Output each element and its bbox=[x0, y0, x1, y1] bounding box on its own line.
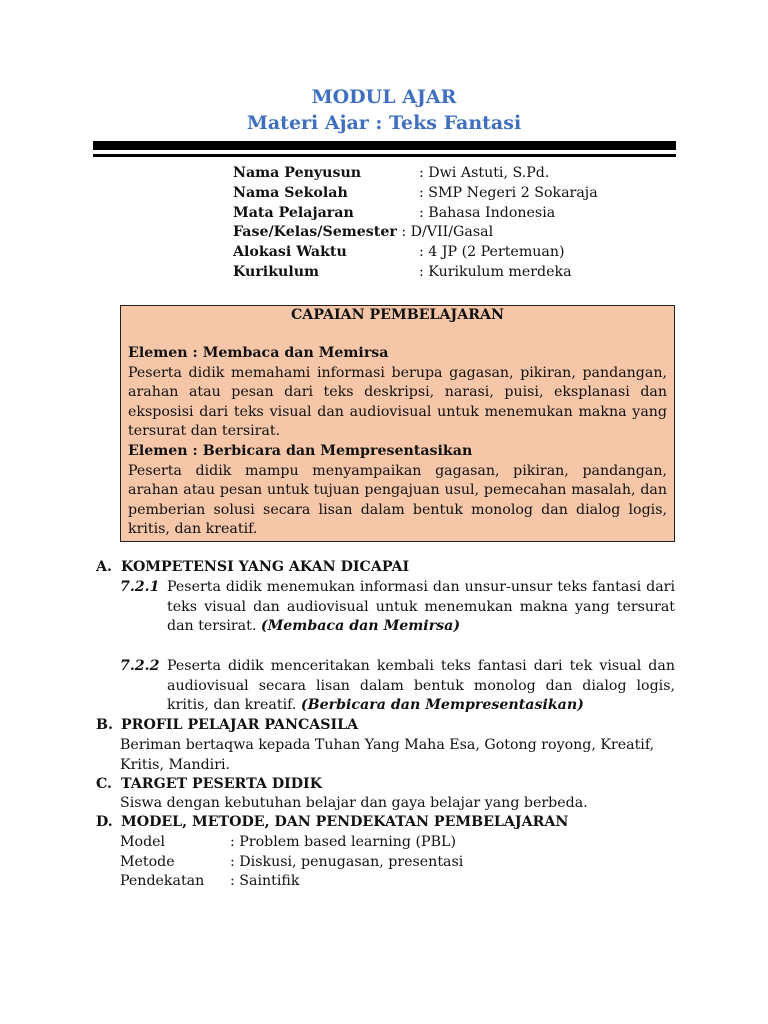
section-letter: B. bbox=[96, 717, 113, 733]
element1-text: Peserta didik memahami informasi berupa gagasan, pikiran, pandangan, arahan atau pesan dari teks deskripsi, narasi, puisi, eksplanasi dan eksposisi dari teks visual dan audiovisual untuk menemukan makna yang tersurat dan tersirat. bbox=[128, 364, 667, 440]
section-title: PROFIL PELAJAR PANCASILA bbox=[121, 717, 359, 733]
method-value: : Diskusi, penugasan, presentasi bbox=[230, 853, 464, 870]
competency-text: Peserta didik menemukan informasi dan unsur-unsur teks fantasi dari teks visual dan audiovisual untuk menemukan makna yang tersurat dan tersirat. bbox=[167, 579, 675, 635]
identity-value: : 4 JP (2 Pertemuan) bbox=[419, 244, 565, 261]
method-key: Pendekatan bbox=[120, 873, 205, 890]
header-rule-thick bbox=[93, 141, 676, 150]
capaian-heading: CAPAIAN PEMBELAJARAN bbox=[291, 307, 504, 323]
identity-label: Mata Pelajaran bbox=[233, 204, 354, 221]
method-row bbox=[120, 833, 463, 853]
identity-row bbox=[233, 243, 598, 263]
identity-value: : D/VII/Gasal bbox=[396, 224, 494, 241]
competency-text-block bbox=[167, 657, 675, 716]
identity-row bbox=[233, 164, 598, 184]
section-b-heading bbox=[96, 716, 358, 736]
competency-number: 7.2.1 bbox=[120, 579, 160, 595]
section-c-text: Siswa dengan kebutuhan belajar dan gaya belajar yang berbeda. bbox=[120, 795, 588, 811]
method-key: Model bbox=[120, 834, 166, 850]
identity-row bbox=[233, 263, 598, 283]
competency-emphasis: (Berbicara dan Mempresentasikan) bbox=[300, 697, 584, 714]
header-rule-thin bbox=[93, 154, 676, 157]
identity-value: : SMP Negeri 2 Sokaraja bbox=[419, 184, 598, 201]
section-b-text: Beriman bertaqwa kepada Tuhan Yang Maha Esa, Gotong royong, Kreatif, Kritis, Mandiri. bbox=[120, 737, 655, 773]
identity-label: Nama Penyusun bbox=[233, 165, 362, 181]
section-letter: D. bbox=[96, 814, 113, 830]
section-c-heading bbox=[96, 775, 322, 795]
identity-row bbox=[233, 223, 598, 243]
identity-row bbox=[233, 204, 598, 224]
competency-text: Peserta didik menceritakan kembali teks fantasi dari tek visual dan audiovisual secara lisan dalam bentuk monolog dan dialog logis, kritis, dan kreatif. bbox=[167, 658, 675, 714]
identity-label: Fase/Kelas/Semester bbox=[233, 224, 397, 241]
competency-item bbox=[120, 657, 675, 716]
section-d-heading bbox=[96, 813, 568, 833]
element2-title: Elemen : Berbicara dan Mempresentasikan bbox=[128, 442, 473, 459]
section-letter: A. bbox=[96, 559, 112, 575]
capaian-pembelajaran-box bbox=[120, 305, 675, 542]
identity-value: : Dwi Astuti, S.Pd. bbox=[419, 165, 550, 181]
method-table bbox=[120, 833, 463, 892]
identity-label: Kurikulum bbox=[233, 263, 320, 280]
identity-value: : Kurikulum merdeka bbox=[419, 263, 572, 280]
competency-emphasis: (Membaca dan Memirsa) bbox=[260, 618, 461, 635]
section-title: TARGET PESERTA DIDIK bbox=[121, 776, 323, 792]
document-subtitle: Materi Ajar : Teks Fantasi bbox=[246, 112, 522, 134]
section-title: MODEL, METODE, DAN PENDEKATAN PEMBELAJARAN bbox=[121, 814, 569, 830]
identity-label: Nama Sekolah bbox=[233, 184, 348, 201]
method-value: : Problem based learning (PBL) bbox=[230, 834, 456, 850]
section-a-heading bbox=[96, 558, 409, 578]
identity-value: : Bahasa Indonesia bbox=[419, 204, 556, 221]
identity-label: Alokasi Waktu bbox=[233, 244, 347, 261]
method-value: : Saintifik bbox=[230, 873, 300, 890]
method-row bbox=[120, 872, 463, 892]
element1-title: Elemen : Membaca dan Memirsa bbox=[128, 345, 389, 361]
section-letter: C. bbox=[96, 776, 112, 792]
competency-text-block bbox=[167, 578, 675, 637]
document-title: MODUL AJAR bbox=[311, 86, 457, 108]
method-row bbox=[120, 853, 463, 873]
competency-item bbox=[120, 578, 675, 637]
element2-text: Peserta didik mampu menyampaikan gagasan, pikiran, pandangan, arahan atau pesan untuk tujuan pengajuan usul, pemecahan masalah, dan pemberian solusi secara lisan dalam bentuk monolog dan dialog logis, kritis, dan kreatif. bbox=[128, 462, 667, 538]
identity-block bbox=[233, 164, 598, 283]
section-title: KOMPETENSI YANG AKAN DICAPAI bbox=[121, 559, 410, 575]
identity-row bbox=[233, 184, 598, 204]
method-key: Metode bbox=[120, 853, 175, 870]
competency-number: 7.2.2 bbox=[120, 658, 160, 674]
